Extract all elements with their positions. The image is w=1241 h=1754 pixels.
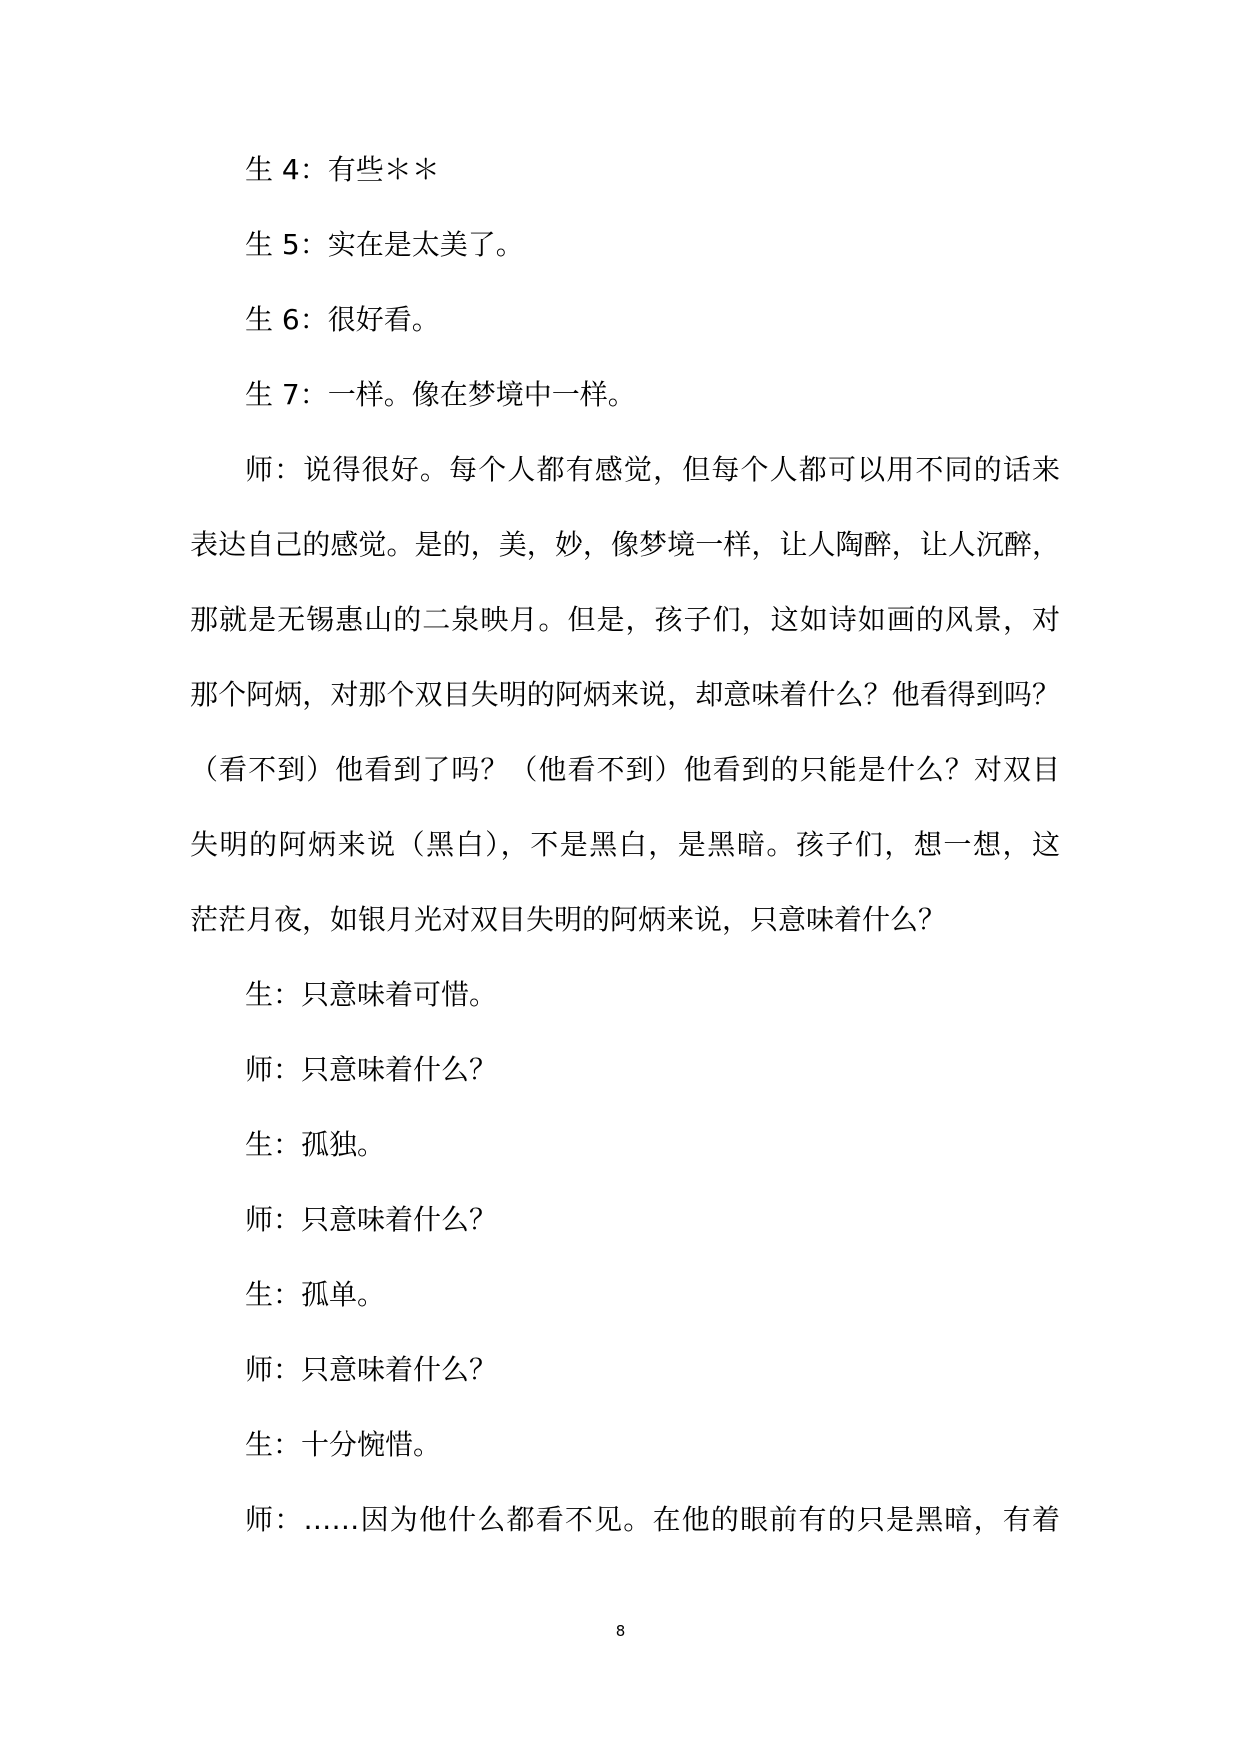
dialogue-line-student-7: 生 7：一样。像在梦境中一样。 — [245, 378, 636, 411]
dialogue-line-student: 生：只意味着可惜。 — [245, 978, 498, 1011]
dialogue-line-student: 生：十分惋惜。 — [245, 1428, 442, 1461]
paragraph-line: 师：说得很好。每个人都有感觉，但每个人都可以用不同的话来 — [245, 453, 1060, 486]
paragraph-line: 那个阿炳，对那个双目失明的阿炳来说，却意味着什么？他看得到吗？ — [190, 678, 1060, 711]
page-number: 8 — [615, 1622, 626, 1640]
dialogue-line-teacher: 师：只意味着什么？ — [245, 1203, 498, 1236]
paragraph-line: （看不到）他看到了吗？（他看不到）他看到的只能是什么？对双目 — [190, 753, 1060, 786]
dialogue-line-student-6: 生 6：很好看。 — [245, 303, 440, 336]
dialogue-line-teacher: 师：……因为他什么都看不见。在他的眼前有的只是黑暗，有着 — [245, 1503, 1060, 1536]
paragraph-line: 茫茫月夜，如银月光对双目失明的阿炳来说，只意味着什么？ — [190, 903, 947, 936]
dialogue-line-teacher: 师：只意味着什么？ — [245, 1053, 498, 1086]
dialogue-line-student: 生：孤单。 — [245, 1278, 386, 1311]
dialogue-line-student-5: 生 5：实在是太美了。 — [245, 228, 524, 261]
paragraph-line: 表达自己的感觉。是的，美，妙，像梦境一样，让人陶醉，让人沉醉， — [190, 528, 1060, 561]
paragraph-line: 那就是无锡惠山的二泉映月。但是，孩子们，这如诗如画的风景，对 — [190, 603, 1060, 636]
dialogue-line-student-4: 生 4：有些＊＊ — [245, 153, 440, 186]
dialogue-line-student: 生：孤独。 — [245, 1128, 386, 1161]
paragraph-line: 失明的阿炳来说（黑白），不是黑白，是黑暗。孩子们，想一想，这 — [190, 828, 1060, 861]
dialogue-line-teacher: 师：只意味着什么？ — [245, 1353, 498, 1386]
